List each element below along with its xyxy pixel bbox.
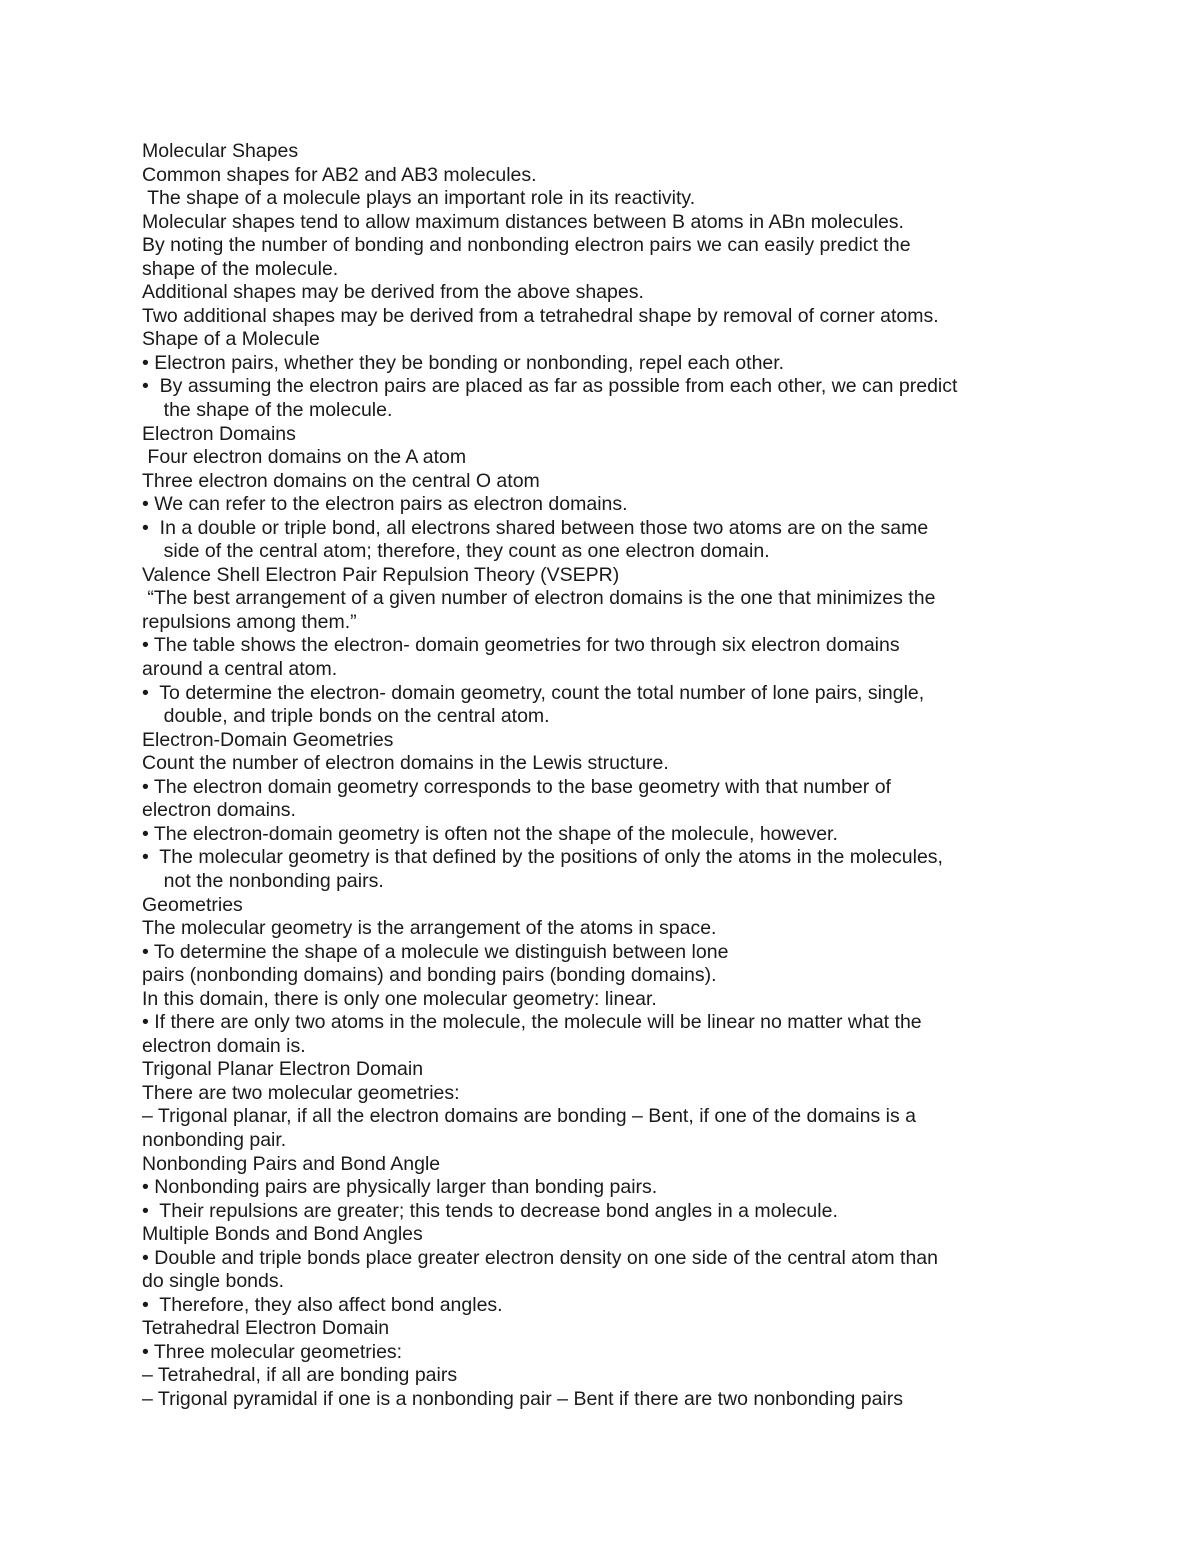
section-title-tetrahedral: Tetrahedral Electron Domain <box>142 1317 390 1340</box>
section-title-electron-domain-geometries: Electron-Domain Geometries <box>142 728 394 751</box>
text-line: do single bonds. <box>142 1270 285 1293</box>
bullet-line: • The electron domain geometry corresponds to the base geometry with that number of <box>142 775 891 798</box>
text-line: There are two molecular geometries: <box>142 1081 460 1104</box>
section-title-trigonal-planar: Trigonal Planar Electron Domain <box>142 1058 424 1081</box>
bullet-line: • Electron pairs, whether they be bonding or nonbonding, repel each other. <box>142 351 785 374</box>
quote-line: repulsions among them.” <box>142 610 357 633</box>
text-line: nonbonding pair. <box>142 1128 287 1151</box>
bullet-line: • We can refer to the electron pairs as electron domains. <box>142 493 628 516</box>
document-text <box>142 140 1102 1412</box>
section-title-shape-of-a-molecule: Shape of a Molecule <box>142 328 320 351</box>
bullet-line: • Double and triple bonds place greater electron density on one side of the central atom than <box>142 1246 938 1269</box>
text-line: Additional shapes may be derived from the above shapes. <box>142 281 644 304</box>
quote-line: “The best arrangement of a given number of electron domains is the one that minimizes the <box>142 587 936 610</box>
bullet-line: • By assuming the electron pairs are placed as far as possible from each other, we can predict <box>142 375 958 398</box>
bullet-line: • The electron-domain geometry is often not the shape of the molecule, however. <box>142 822 838 845</box>
text-line: electron domains. <box>142 799 296 822</box>
text-line: around a central atom. <box>142 658 338 681</box>
bullet-continuation: the shape of the molecule. <box>142 399 393 422</box>
text-line: Three electron domains on the central O atom <box>142 469 540 492</box>
text-line: Common shapes for AB2 and AB3 molecules. <box>142 163 537 186</box>
section-title-multiple-bonds: Multiple Bonds and Bond Angles <box>142 1223 423 1246</box>
bullet-line: • Therefore, they also affect bond angles. <box>142 1293 503 1316</box>
bullet-line: • Three molecular geometries: <box>142 1340 403 1363</box>
text-line: shape of the molecule. <box>142 257 339 280</box>
section-title-vsepr: Valence Shell Electron Pair Repulsion Theory (VSEPR) <box>142 563 620 586</box>
bullet-line: • To determine the electron- domain geometry, count the total number of lone pairs, single, <box>142 681 925 704</box>
bullet-continuation: not the nonbonding pairs. <box>142 869 384 892</box>
bullet-line: • Their repulsions are greater; this tends to decrease bond angles in a molecule. <box>142 1199 838 1222</box>
bullet-line: • If there are only two atoms in the molecule, the molecule will be linear no matter what the <box>142 1011 922 1034</box>
text-line: The molecular geometry is the arrangement of the atoms in space. <box>142 917 717 940</box>
dash-line: – Trigonal pyramidal if one is a nonbonding pair – Bent if there are two nonbonding pairs <box>142 1387 903 1410</box>
section-title-geometries: Geometries <box>142 893 243 916</box>
section-title-nonbonding-pairs: Nonbonding Pairs and Bond Angle <box>142 1152 441 1175</box>
dash-line: – Trigonal planar, if all the electron domains are bonding – Bent, if one of the domains is a <box>142 1105 916 1128</box>
bullet-continuation: double, and triple bonds on the central atom. <box>142 705 550 728</box>
text-line: pairs (nonbonding domains) and bonding pairs (bonding domains). <box>142 964 717 987</box>
dash-line: – Tetrahedral, if all are bonding pairs <box>142 1364 458 1387</box>
text-line: Molecular shapes tend to allow maximum distances between B atoms in ABn molecules. <box>142 210 904 233</box>
text-line: By noting the number of bonding and nonbonding electron pairs we can easily predict the <box>142 234 911 257</box>
text-line: In this domain, there is only one molecular geometry: linear. <box>142 987 657 1010</box>
text-line: Count the number of electron domains in the Lewis structure. <box>142 752 669 775</box>
bullet-continuation: side of the central atom; therefore, they count as one electron domain. <box>142 540 770 563</box>
text-line: The shape of a molecule plays an important role in its reactivity. <box>142 187 696 210</box>
text-line: electron domain is. <box>142 1034 306 1057</box>
text-line: Two additional shapes may be derived from a tetrahedral shape by removal of corner atoms. <box>142 304 939 327</box>
bullet-line: • To determine the shape of a molecule we distinguish between lone <box>142 940 729 963</box>
text-line: Four electron domains on the A atom <box>142 446 467 469</box>
bullet-line: • The table shows the electron- domain geometries for two through six electron domains <box>142 634 900 657</box>
bullet-line: • The molecular geometry is that defined by the positions of only the atoms in the molecules, <box>142 846 943 869</box>
section-title-molecular-shapes: Molecular Shapes <box>142 140 299 162</box>
section-title-electron-domains: Electron Domains <box>142 422 296 445</box>
bullet-line: • Nonbonding pairs are physically larger than bonding pairs. <box>142 1176 658 1199</box>
bullet-line: • In a double or triple bond, all electrons shared between those two atoms are on the same <box>142 516 929 539</box>
